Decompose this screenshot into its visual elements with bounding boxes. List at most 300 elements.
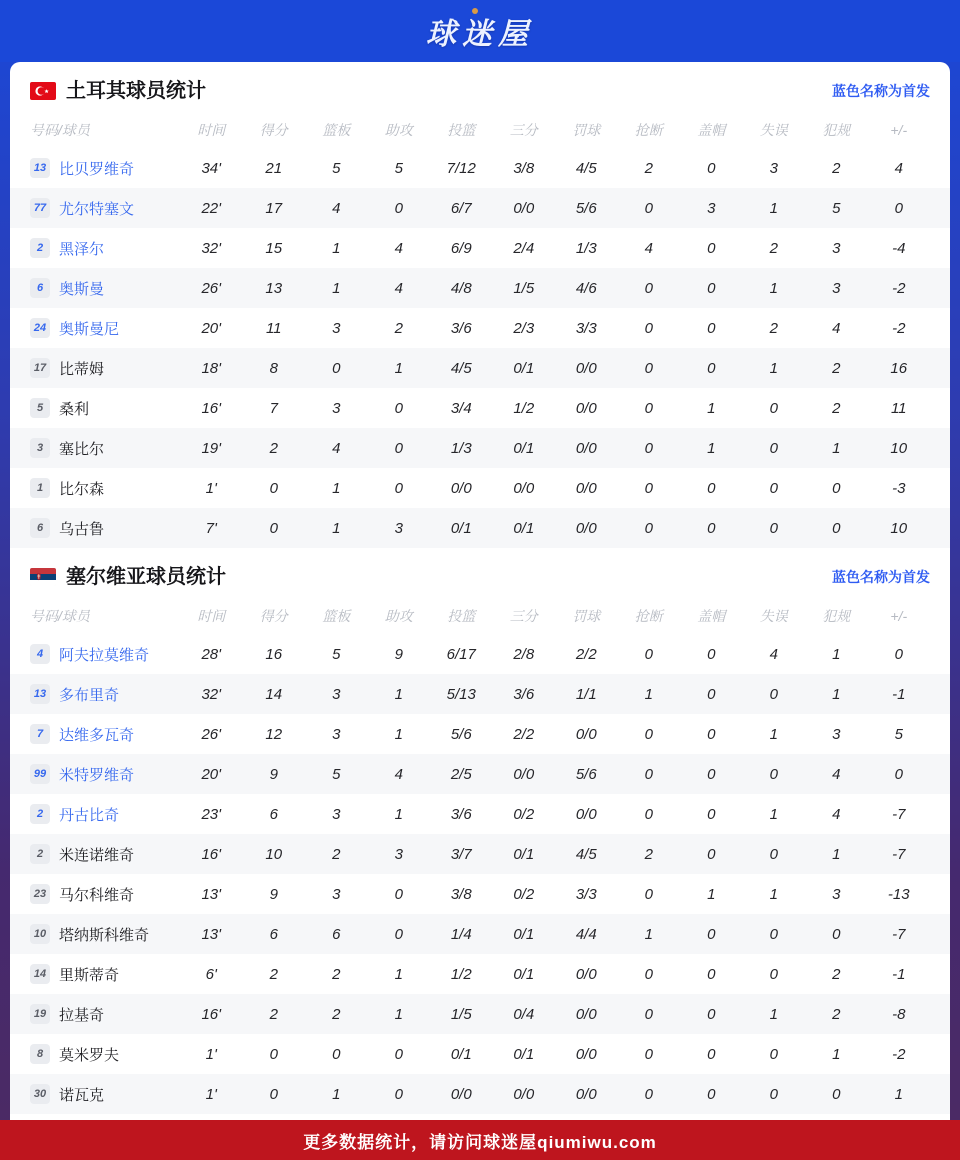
stat-value: 0/1: [513, 1045, 535, 1063]
stat-value: 0/0: [513, 1085, 535, 1103]
stat-value: 0: [394, 925, 403, 943]
player-name: 桑利: [59, 400, 90, 418]
stat-value: 1: [832, 685, 841, 703]
stat-value: 0: [269, 1085, 278, 1103]
stat-value: 0: [644, 645, 653, 663]
stat-value: 0: [769, 765, 778, 783]
stat-value: 5: [894, 725, 903, 743]
stat-value: 3/4: [450, 399, 472, 417]
player-cell: [30, 158, 180, 179]
stat-value: 1: [394, 685, 403, 703]
table-row: [10, 188, 950, 228]
stat-value: 0: [644, 965, 653, 983]
stat-value: 3/3: [575, 319, 597, 337]
stat-value: 0: [644, 439, 653, 457]
serbia-flag-icon: [30, 568, 56, 586]
stat-value: 3/6: [450, 319, 472, 337]
stat-value: 0: [644, 399, 653, 417]
player-name: 莫米罗夫: [59, 1046, 120, 1064]
stat-value: 2: [769, 319, 778, 337]
stat-value: 4/5: [575, 159, 597, 177]
stat-value: 4: [394, 239, 403, 257]
player-number-badge: 5: [30, 398, 50, 418]
player-number-badge: 1: [30, 478, 50, 498]
stat-value: 2/2: [513, 725, 535, 743]
player-name: 马尔科维奇: [59, 886, 135, 904]
player-number-badge: 4: [30, 644, 50, 664]
table-row: [10, 1074, 950, 1114]
stat-value: 0: [832, 479, 841, 497]
stat-value: 1: [769, 199, 778, 217]
stat-value: 20': [201, 319, 222, 337]
stat-value: 21: [265, 159, 283, 177]
stat-value: 15: [265, 239, 283, 257]
site-logo: [426, 9, 534, 53]
stat-value: 2/3: [513, 319, 535, 337]
stat-value: 4/5: [575, 845, 597, 863]
column-header: 三分: [509, 608, 538, 624]
player-name: 尤尔特塞文: [59, 200, 135, 218]
stat-value: 0: [769, 399, 778, 417]
stat-value: 16: [265, 645, 283, 663]
stat-value: 5/6: [575, 765, 597, 783]
player-name: 拉基奇: [59, 1006, 105, 1024]
stat-value: 26': [201, 279, 222, 297]
stat-value: 4: [394, 279, 403, 297]
stat-value: 1': [205, 479, 217, 497]
stat-value: 1: [832, 845, 841, 863]
stat-value: 6/7: [450, 199, 472, 217]
stat-value: 2: [832, 359, 841, 377]
player-cell: [30, 724, 180, 745]
stat-value: 0: [707, 1085, 716, 1103]
stat-value: 1: [769, 359, 778, 377]
stat-value: 4: [832, 765, 841, 783]
player-cell: [30, 398, 180, 419]
player-number-badge: 7: [30, 724, 50, 744]
column-header: 得分: [259, 122, 288, 138]
stat-value: 18': [201, 359, 222, 377]
stat-value: 0/1: [513, 845, 535, 863]
stat-value: 1: [644, 925, 653, 943]
stat-value: 0: [707, 239, 716, 257]
stat-value: 0: [707, 965, 716, 983]
stat-value: 9: [269, 765, 278, 783]
table-row: [10, 268, 950, 308]
stat-value: 1: [394, 359, 403, 377]
player-rows: [10, 148, 950, 548]
stat-value: 16': [201, 399, 222, 417]
player-rows: [10, 634, 950, 1114]
stat-value: 0: [707, 845, 716, 863]
stat-value: 6/9: [450, 239, 472, 257]
stat-value: 2: [269, 965, 278, 983]
serbia-stats-section: [10, 548, 950, 1114]
stat-value: 1: [769, 279, 778, 297]
stat-value: 2: [332, 845, 341, 863]
stat-value: 0: [769, 1085, 778, 1103]
player-cell: [30, 684, 180, 705]
stat-value: 4: [832, 805, 841, 823]
stat-value: 1/4: [450, 925, 472, 943]
player-cell: [30, 198, 180, 219]
stat-value: 0/0: [450, 1085, 472, 1103]
stat-value: 0: [332, 359, 341, 377]
stat-value: 1: [394, 1005, 403, 1023]
column-header: +/-: [890, 608, 908, 624]
stat-value: 4: [644, 239, 653, 257]
stat-value: 0: [769, 519, 778, 537]
stat-value: 3: [769, 159, 778, 177]
column-header: 投篮: [447, 608, 476, 624]
stat-value: 0: [707, 645, 716, 663]
stat-value: 1: [644, 685, 653, 703]
table-row: [10, 674, 950, 714]
stat-value: 22': [201, 199, 222, 217]
stat-value: 0/0: [575, 399, 597, 417]
player-cell: [30, 438, 180, 459]
stat-value: 5/13: [446, 685, 476, 703]
player-name: 黑泽尔: [59, 240, 105, 258]
stat-value: 0: [769, 925, 778, 943]
stat-value: 16': [201, 845, 222, 863]
player-number-badge: 6: [30, 518, 50, 538]
stat-value: 1/3: [575, 239, 597, 257]
stat-value: 5/6: [575, 199, 597, 217]
stat-value: 0: [832, 925, 841, 943]
table-row: [10, 228, 950, 268]
stat-value: 9: [394, 645, 403, 663]
player-number-badge: 23: [30, 884, 50, 904]
player-number-badge: 19: [30, 1004, 50, 1024]
stat-value: 4/5: [450, 359, 472, 377]
stat-value: 2: [832, 1005, 841, 1023]
stat-value: 2: [394, 319, 403, 337]
stat-value: 8: [269, 359, 278, 377]
stat-value: 4/4: [575, 925, 597, 943]
stat-value: 2/5: [450, 765, 472, 783]
stat-value: 5/6: [450, 725, 472, 743]
column-header: 罚球: [572, 608, 601, 624]
player-name: 阿夫拉莫维奇: [59, 646, 150, 664]
stat-value: 0/0: [575, 479, 597, 497]
stat-value: -7: [892, 845, 906, 863]
player-number-badge: 13: [30, 158, 50, 178]
player-name: 诺瓦克: [59, 1086, 105, 1104]
stat-value: 5: [332, 645, 341, 663]
stat-value: 0/1: [513, 519, 535, 537]
player-number-badge: 13: [30, 684, 50, 704]
stat-value: 0: [769, 1045, 778, 1063]
stat-value: 1/2: [450, 965, 472, 983]
stat-value: 0/0: [575, 1085, 597, 1103]
table-row: [10, 148, 950, 188]
stat-value: 1: [769, 805, 778, 823]
stat-value: 1: [832, 645, 841, 663]
starter-legend: 蓝色名称为首发: [832, 569, 930, 585]
stat-value: 16: [890, 359, 908, 377]
table-row: [10, 428, 950, 468]
player-cell: [30, 1004, 180, 1025]
stat-value: 0: [707, 279, 716, 297]
player-name: 比贝罗维奇: [59, 160, 135, 178]
stat-value: 0: [894, 645, 903, 663]
stat-value: 0: [269, 519, 278, 537]
stat-value: 0: [269, 1045, 278, 1063]
starter-legend: 蓝色名称为首发: [832, 83, 930, 99]
stat-value: 3: [832, 885, 841, 903]
stat-value: -1: [892, 965, 906, 983]
stat-value: 3: [332, 319, 341, 337]
player-cell: [30, 644, 180, 665]
stat-value: 3: [832, 725, 841, 743]
player-cell: [30, 924, 180, 945]
player-name: 乌古鲁: [59, 520, 105, 538]
stat-value: 0/2: [513, 885, 535, 903]
stat-value: 0: [644, 319, 653, 337]
player-number-badge: 77: [30, 198, 50, 218]
column-header-row: [10, 112, 950, 148]
footer-text: 更多数据统计，请访问球迷屋qiumiwu.com: [303, 1132, 657, 1152]
player-name: 达维多瓦奇: [59, 726, 135, 744]
stat-value: 32': [201, 239, 222, 257]
stat-value: 10: [265, 845, 283, 863]
stat-value: 16': [201, 1005, 222, 1023]
stat-value: 1: [707, 885, 716, 903]
stat-value: 0/0: [575, 359, 597, 377]
stat-value: 0: [394, 439, 403, 457]
stat-value: 9: [269, 885, 278, 903]
stat-value: 2: [332, 965, 341, 983]
stat-value: 11: [265, 319, 282, 337]
stat-value: 1: [769, 1005, 778, 1023]
player-number-badge: 30: [30, 1084, 50, 1104]
stat-value: 3/3: [575, 885, 597, 903]
stat-value: 0: [707, 519, 716, 537]
player-number-badge: 2: [30, 804, 50, 824]
column-header: 篮板: [322, 608, 351, 624]
turkey-flag-icon: [30, 82, 56, 100]
section-title: 塞尔维亚球员统计: [66, 566, 226, 588]
stat-value: 3: [332, 725, 341, 743]
player-number-badge: 99: [30, 764, 50, 784]
stat-value: 2: [332, 1005, 341, 1023]
stat-value: 32': [201, 685, 222, 703]
stat-value: 0/1: [513, 965, 535, 983]
stat-value: 0: [707, 1045, 716, 1063]
player-number-badge: 24: [30, 318, 50, 338]
stat-value: 4: [832, 319, 841, 337]
stat-value: 0: [269, 479, 278, 497]
stat-value: 2: [832, 159, 841, 177]
stat-value: -2: [892, 319, 906, 337]
player-cell: [30, 844, 180, 865]
stat-value: 0/0: [575, 1045, 597, 1063]
player-name: 比蒂姆: [59, 360, 105, 378]
stat-value: 0: [644, 765, 653, 783]
column-header: +/-: [890, 122, 908, 138]
stat-value: 0/0: [575, 1005, 597, 1023]
stat-value: 1: [332, 239, 341, 257]
player-cell: [30, 518, 180, 539]
stat-value: 7/12: [446, 159, 476, 177]
stat-value: 1/1: [575, 685, 597, 703]
stat-value: 0: [707, 685, 716, 703]
table-row: [10, 714, 950, 754]
player-name: 米特罗维奇: [59, 766, 135, 784]
column-header: 助攻: [384, 122, 413, 138]
column-header: 罚球: [572, 122, 601, 138]
stat-value: 1: [894, 1085, 903, 1103]
table-row: [10, 508, 950, 548]
stat-value: 3/7: [450, 845, 472, 863]
stat-value: 0/1: [513, 359, 535, 377]
column-header: 犯规: [822, 608, 851, 624]
stat-value: 7': [205, 519, 217, 537]
stat-value: 1: [707, 399, 716, 417]
table-row: [10, 348, 950, 388]
stat-value: 0: [707, 1005, 716, 1023]
stat-value: 0: [394, 399, 403, 417]
stat-value: 0: [769, 685, 778, 703]
stat-value: 3: [332, 805, 341, 823]
player-name: 塞比尔: [59, 440, 105, 458]
section-title: 土耳其球员统计: [66, 80, 206, 102]
stat-value: 4: [332, 439, 341, 457]
table-row: [10, 994, 950, 1034]
stat-value: 10: [890, 519, 908, 537]
footer-banner: [0, 1120, 960, 1160]
stat-value: 0: [707, 359, 716, 377]
stat-value: 5: [332, 765, 341, 783]
column-header: 犯规: [822, 122, 851, 138]
stat-value: 3: [707, 199, 716, 217]
stat-value: 0: [644, 885, 653, 903]
stat-value: 6': [205, 965, 217, 983]
stat-value: 20': [201, 765, 222, 783]
player-number-badge: 2: [30, 844, 50, 864]
stat-value: 0: [644, 805, 653, 823]
stat-value: 1': [205, 1085, 217, 1103]
stat-value: 3/6: [450, 805, 472, 823]
stat-value: 2: [769, 239, 778, 257]
column-header-row: [10, 598, 950, 634]
table-row: [10, 754, 950, 794]
stat-value: -7: [892, 805, 906, 823]
column-header: 篮板: [322, 122, 351, 138]
player-cell: [30, 358, 180, 379]
stat-value: 0: [707, 925, 716, 943]
stat-value: 1: [332, 479, 341, 497]
stat-value: -3: [892, 479, 906, 497]
player-name: 比尔森: [59, 480, 105, 498]
player-name: 奥斯曼: [59, 280, 105, 298]
stat-value: 0/1: [450, 519, 472, 537]
table-row: [10, 794, 950, 834]
stat-value: 2: [832, 399, 841, 417]
section-header: [10, 548, 950, 598]
stat-value: 0: [394, 1085, 403, 1103]
stat-value: 23': [201, 805, 222, 823]
stat-value: 5: [394, 159, 403, 177]
stat-value: 1: [707, 439, 716, 457]
stat-value: 3/8: [450, 885, 472, 903]
stat-value: 0: [707, 725, 716, 743]
column-header: 号码/球员: [30, 608, 90, 624]
stat-value: 0/2: [513, 805, 535, 823]
stat-value: 17: [265, 199, 283, 217]
stat-value: -13: [887, 885, 910, 903]
table-row: [10, 1034, 950, 1074]
stat-value: -2: [892, 1045, 906, 1063]
column-header: 助攻: [384, 608, 413, 624]
stat-value: 13': [201, 925, 222, 943]
stat-value: 3/6: [513, 685, 535, 703]
stat-value: -7: [892, 925, 906, 943]
stat-value: 0: [644, 1005, 653, 1023]
stat-value: 0/0: [513, 479, 535, 497]
table-row: [10, 388, 950, 428]
stat-value: 13': [201, 885, 222, 903]
player-number-badge: 17: [30, 358, 50, 378]
stat-value: 2/8: [513, 645, 535, 663]
stat-value: 3: [394, 519, 403, 537]
stat-value: 1: [394, 805, 403, 823]
stat-value: 0: [769, 965, 778, 983]
player-name: 丹古比奇: [59, 806, 120, 824]
table-row: [10, 834, 950, 874]
stat-value: 6/17: [446, 645, 476, 663]
stat-value: 1: [769, 725, 778, 743]
column-header: 三分: [509, 122, 538, 138]
stat-value: 4: [332, 199, 341, 217]
stat-value: 6: [269, 805, 278, 823]
stat-value: -1: [892, 685, 906, 703]
stat-value: 4: [769, 645, 778, 663]
stat-value: 1/5: [513, 279, 535, 297]
table-row: [10, 874, 950, 914]
stat-value: 13: [265, 279, 283, 297]
player-cell: [30, 764, 180, 785]
stat-value: -4: [892, 239, 906, 257]
column-header: 投篮: [447, 122, 476, 138]
stat-value: 11: [890, 399, 907, 417]
column-header: 得分: [259, 608, 288, 624]
stat-value: -8: [892, 1005, 906, 1023]
stat-value: 2: [832, 965, 841, 983]
stat-value: 0/0: [513, 199, 535, 217]
stat-value: 3: [332, 685, 341, 703]
table-row: [10, 468, 950, 508]
stat-value: 0/0: [575, 439, 597, 457]
column-header: 号码/球员: [30, 122, 90, 138]
stat-value: 0/1: [450, 1045, 472, 1063]
stat-value: 3: [394, 845, 403, 863]
stat-value: 0: [332, 1045, 341, 1063]
stat-value: 0: [707, 765, 716, 783]
stat-value: 0/1: [513, 925, 535, 943]
player-number-badge: 2: [30, 238, 50, 258]
stat-value: 0: [894, 765, 903, 783]
player-number-badge: 10: [30, 924, 50, 944]
stat-value: 19': [201, 439, 222, 457]
stat-value: 1: [332, 279, 341, 297]
player-cell: [30, 478, 180, 499]
stat-value: 0: [394, 885, 403, 903]
stat-value: 3: [832, 279, 841, 297]
stats-card: [10, 62, 950, 1120]
player-number-badge: 14: [30, 964, 50, 984]
